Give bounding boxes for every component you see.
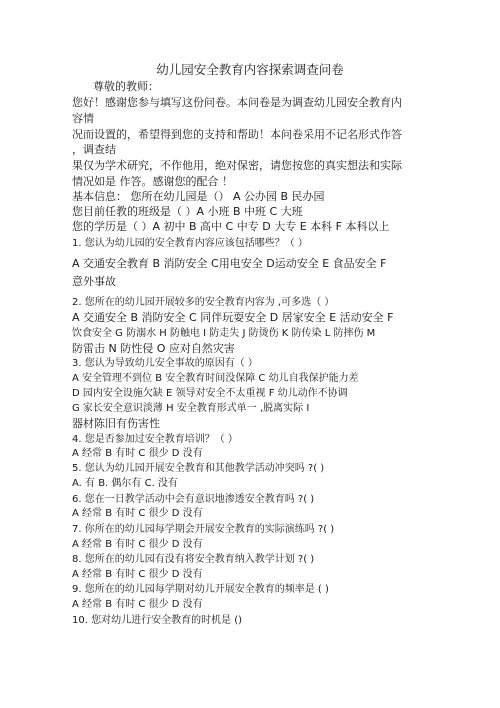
intro-line-1: 您好！感谢您参与填写这份问卷。本问卷是为调查幼儿园安全教育内	[72, 96, 402, 109]
question-7-options: A 经常 B 有时 C 很少 D 没有	[72, 539, 203, 550]
question-4: 4. 您是否参加过安全教育培训？（ ）	[72, 434, 238, 445]
question-4-options: A 经常 B 有时 C 很少 D 没有	[72, 448, 203, 459]
question-2-options-3: 防雷击 N 防性侵 O 应对自然灾害	[72, 342, 235, 355]
question-3: 3. 您认为导致幼儿安全事故的原因有（ ）	[72, 358, 258, 369]
question-5: 5. 您认为幼儿园开展安全教育和其他教学活动冲突吗 ?( )	[72, 463, 325, 474]
intro-line-6: 情况如是 作答。感谢您的配合 ！	[72, 175, 233, 188]
question-8-options: A 经常 B 有时 C 很少 D 没有	[72, 569, 203, 580]
question-2-options-2: 饮食安全 G 防溺水 H 防触电 I 防走失 J 防烫伤 K 防传染 L 防摔伤 M	[72, 328, 376, 339]
question-2-options-1: A 交通安全 B 消防安全 C 同伴玩耍安全 D 居家安全 E 活动安全 F	[72, 311, 394, 324]
question-2: 2. 您所在的幼儿园开展较多的安全教育内容为 ,可多选（ ）	[72, 297, 335, 308]
basic-info-class: 您目前任教的班级是（ ）A 小班 B 中班 C 大班	[72, 205, 303, 218]
question-1-options-cont: 意外事故	[72, 275, 116, 288]
question-6-options: A 经常 B 有时 C 很少 D 没有	[72, 508, 203, 519]
intro-line-5: 果仅为学术研究，不作他用，绝对保密，请您按您的真实想法和实际	[72, 159, 402, 172]
question-1: 1. 您认为幼儿园的安全教育内容应该包括哪些？（ ）	[72, 238, 308, 249]
intro-line-4: ，调查结	[72, 143, 116, 156]
question-3-options-4: 器材陈旧有伤害性	[72, 417, 160, 430]
question-3-options-2: D 园内安全设施欠缺 E 领导对安全不太重视 F 幼儿动作不协调	[72, 388, 348, 399]
question-3-options-1: A 安全管理不到位 B 安全教育时间没保障 C 幼儿自我保护能力差	[72, 373, 359, 384]
question-9-options: A 经常 B 有时 C 很少 D 没有	[72, 599, 203, 610]
question-8: 8. 您所在的幼儿园有没有将安全教育纳入教学计划 ?( )	[72, 554, 315, 565]
salutation: 尊敬的教师：	[93, 80, 159, 93]
basic-info-education: 您的学历是（ ）A 初中 B 高中 C 中专 D 大专 E 本科 F 本科以上	[72, 220, 390, 233]
page-title: 幼儿园安全教育内容探索调查问卷	[156, 62, 344, 77]
question-7: 7. 你所在的幼儿园每学期会开展安全教育的实际演练吗 ?( )	[72, 524, 335, 535]
question-6: 6. 您在一日教学活动中会有意识地渗透安全教育吗 ?( )	[72, 494, 315, 505]
question-1-options: A 交通安全教育 B 消防安全 C用电安全 D运动安全 E 食品安全 F	[72, 257, 387, 270]
intro-line-2: 容情	[72, 112, 94, 125]
question-10: 10. 您对幼儿进行安全教育的时机是 ()	[72, 615, 243, 626]
intro-line-3: 况而设置的，希望得到您的支持和帮助！本问卷采用不记名形式作答	[72, 128, 402, 141]
basic-info-kindergarten: 基本信息： 您所在幼儿园是（） A 公办园 B 民办园	[72, 190, 325, 203]
question-5-options: A. 有 B. 偶尔有 C. 没有	[72, 478, 178, 489]
question-3-options-3: G 家长安全意识淡薄 H 安全教育形式单一 ,脱离实际 I	[72, 403, 310, 414]
question-9: 9. 您所在的幼儿园每学期对幼儿开展安全教育的频率是 ( )	[72, 584, 329, 595]
